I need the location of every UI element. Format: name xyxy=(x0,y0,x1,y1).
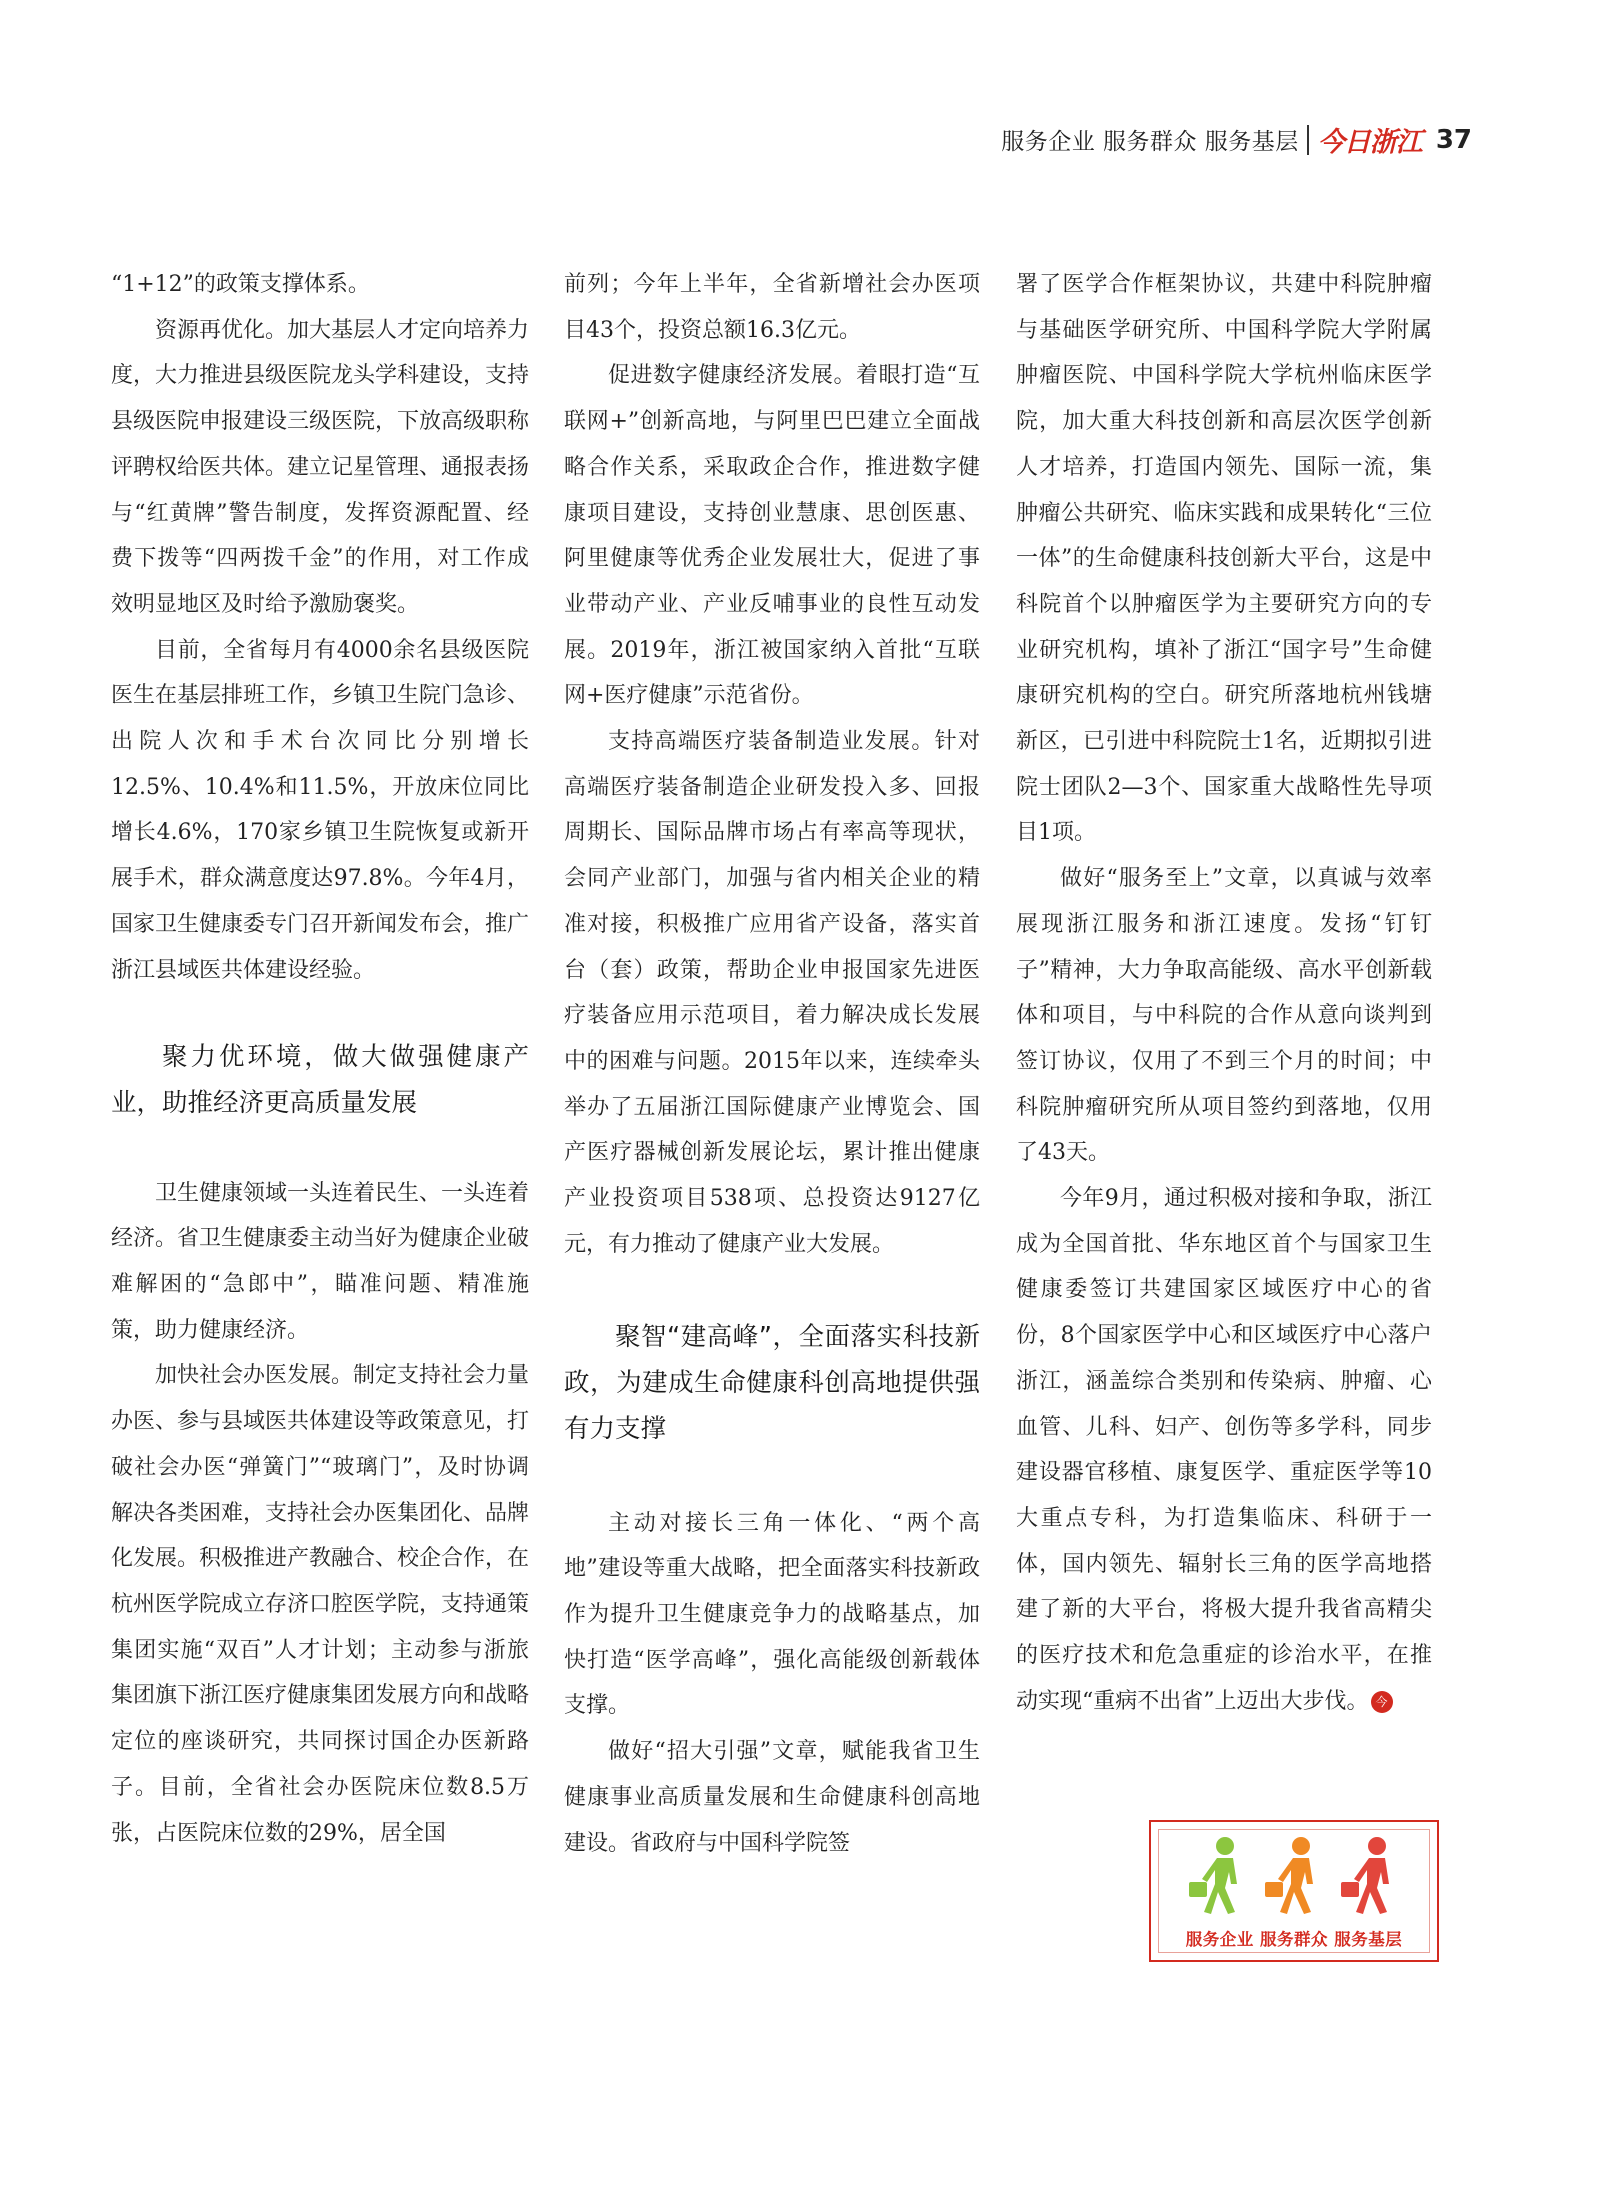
paragraph xyxy=(1016,1176,1432,1724)
magazine-logo: 今日浙江 xyxy=(1317,127,1422,158)
person-green-icon xyxy=(1189,1837,1237,1914)
paragraph: 做好“招大引强”文章，赋能我省卫生健康事业高质量发展和生命健康科创高地建设。省政府与中国科学院签 xyxy=(564,1739,980,1856)
column-1 xyxy=(111,262,529,1856)
section-heading: 聚力优环境，做大做强健康产业，助推经济更高质量发展 xyxy=(111,1042,529,1118)
paragraph: 署了医学合作框架协议，共建中科院肿瘤与基础医学研究所、中国科学院大学附属肿瘤医院、中国科学院大学杭州临床医学院，加大重大科技创新和高层次医学创新人才培养，打造国内领先、国际一流，集肿瘤公共研究、临床实践和成果转化“三位一体”的生命健康科技创新大平台，这是中科院首个以肿瘤医学为主要研究方向的专业研究机构，填补了浙江“国字号”生命健康研究机构的空白。研究所落地杭州钱塘新区，已引进中科院院士1名，近期拟引进院士团队2—3个、国家重大战略性先导项目1项。 xyxy=(1016,272,1432,846)
walking-people-icon xyxy=(1171,1832,1413,1918)
header-slogan: 服务企业 服务群众 服务基层 xyxy=(1001,129,1299,155)
paragraph-text: 今年9月，通过积极对接和争取，浙江成为全国首批、华东地区首个与国家卫生健康委签订共建国家区域医疗中心的省份，8个国家医学中心和区域医疗中心落户浙江，涵盖综合类别和传染病、肿瘤、心血管、儿科、妇产、创伤等多学科，同步建设器官移植、康复医学、重症医学等10大重点专科，为打造集临床、科研于一体，国内领先、辐射长三角的医学高地搭建了新的大平台，将极大提升我省高精尖的医疗技术和危急重症的诊治水平，在推动实现“重病不出省”上迈出大步伐。 xyxy=(1016,1186,1432,1714)
paragraph: 主动对接长三角一体化、“两个高地”建设等重大战略，把全面落实科技新政作为提升卫生健康竞争力的战略基点，加快打造“医学高峰”，强化高能级创新载体支撑。 xyxy=(564,1510,980,1719)
page-number: 37 xyxy=(1435,124,1472,155)
section-heading: 聚智“建高峰”，全面落实科技新政，为建成生命健康科创高地提供强有力支撑 xyxy=(564,1322,980,1444)
paragraph: 支持高端医疗装备制造业发展。针对高端医疗装备制造企业研发投入多、回报周期长、国际品牌市场占有率高等现状，会同产业部门，加强与省内相关企业的精准对接，积极推广应用省产设备，落实首台（套）政策，帮助企业申报国家先进医疗装备应用示范项目，着力解决成长发展中的困难与问题。2015年以来，连续牵头举办了五届浙江国际健康产业博览会、国产医疗器械创新发展论坛，累计推出健康产业投资项目538项、总投资达9127亿元，有力推动了健康产业大发展。 xyxy=(564,729,980,1257)
column-2 xyxy=(564,262,980,1866)
page-header xyxy=(1001,120,1472,159)
paragraph: 促进数字健康经济发展。着眼打造“互联网+”创新高地，与阿里巴巴建立全面战略合作关系，采取政企合作，推进数字健康项目建设，支持创业慧康、思创医惠、阿里健康等优秀企业发展壮大，促进了事业带动产业、产业反哺事业的良性互动发展。2019年，浙江被国家纳入首批“互联网+医疗健康”示范省份。 xyxy=(564,363,980,709)
header-divider xyxy=(1307,125,1309,155)
paragraph: “1+12”的政策支撑体系。 xyxy=(111,272,370,297)
paragraph: 目前，全省每月有4000余名县级医院医生在基层排班工作，乡镇卫生院门急诊、出院人次和手术台次同比分别增长12.5%、10.4%和11.5%，开放床位同比增长4.6%，170家乡镇卫生院恢复或新开展手术，群众满意度达97.8%。今年4月，国家卫生健康委专门召开新闻发布会，推广浙江县域医共体建设经验。 xyxy=(111,637,530,983)
column-3 xyxy=(1016,262,1432,1725)
paragraph: 加快社会办医发展。制定支持社会力量办医、参与县域医共体建设等政策意见，打破社会办医“弹簧门”“玻璃门”，及时协调解决各类困难，支持社会办医集团化、品牌化发展。积极推进产教融合、校企合作，在杭州医学院成立存济口腔医学院，支持通策集团实施“双百”人才计划；主动参与浙旅集团旗下浙江医疗健康集团发展方向和战略定位的座谈研究，共同探讨国企办医新路子。目前，全省社会办医院床位数8.5万张，占医院床位数的29%，居全国 xyxy=(111,1363,530,1846)
paragraph: 前列；今年上半年，全省新增社会办医项目43个，投资总额16.3亿元。 xyxy=(564,272,980,343)
paragraph: 做好“服务至上”文章，以真诚与效率展现浙江服务和浙江速度。发扬“钉钉子”精神，大力争取高能级、高水平创新载体和项目，与中科院的合作从意向谈判到签订协议，仅用了不到三个月的时间；中科院肿瘤研究所从项目签约到落地，仅用了43天。 xyxy=(1016,866,1432,1166)
paragraph: 资源再优化。加大基层人才定向培养力度，大力推进县级医院龙头学科建设，支持县级医院申报建设三级医院，下放高级职称评聘权给医共体。建立记星管理、通报表扬与“红黄牌”警告制度，发挥资源配置、经费下拨等“四两拨千金”的作用，对工作成效明显地区及时给予激励褒奖。 xyxy=(111,317,530,617)
badge-text: 服务企业 服务群众 服务基层 xyxy=(1185,1930,1403,1949)
end-mark-icon: 今 xyxy=(1371,1691,1393,1713)
person-orange-icon xyxy=(1265,1837,1313,1914)
paragraph: 卫生健康领域一头连着民生、一头连着经济。省卫生健康委主动当好为健康企业破难解困的“急郎中”，瞄准问题、精准施策，助力健康经济。 xyxy=(111,1180,530,1343)
service-badge xyxy=(1149,1820,1439,1962)
person-red-icon xyxy=(1341,1837,1389,1914)
